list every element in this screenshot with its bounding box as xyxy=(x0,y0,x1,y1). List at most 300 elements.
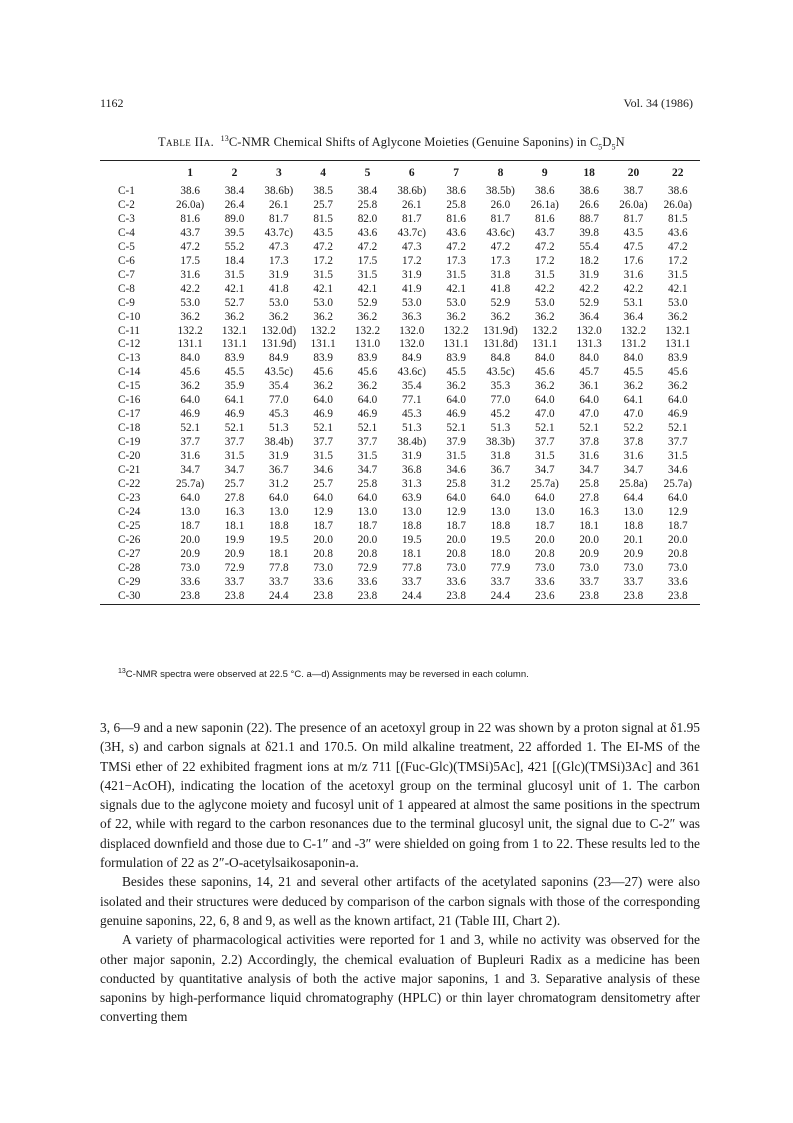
row-label: C-24 xyxy=(118,505,141,518)
table-row xyxy=(100,311,700,325)
table-cell: 17.2 xyxy=(535,254,555,267)
table-cell: 64.0 xyxy=(357,491,378,504)
table-cell: 33.6 xyxy=(313,575,333,588)
table-cell: 73.0 xyxy=(313,561,333,574)
table-cell: 31.5 xyxy=(313,268,333,281)
table-cell: 132.0d) xyxy=(261,324,297,337)
table-cell: 72.9 xyxy=(224,561,245,574)
table-cell: 73.0 xyxy=(180,561,200,574)
table-cell: 26.4 xyxy=(224,198,245,211)
table-row xyxy=(100,492,700,506)
table-cell: 13.0 xyxy=(402,505,422,518)
column-header-compound: 4 xyxy=(320,167,327,179)
table-cell: 36.2 xyxy=(623,380,644,393)
row-label: C-28 xyxy=(118,561,141,574)
table-row xyxy=(100,213,700,227)
table-cell: 19.5 xyxy=(269,533,289,546)
table-cell: 19.5 xyxy=(490,533,511,546)
table-cell: 33.6 xyxy=(180,575,200,588)
row-label: C-13 xyxy=(118,352,141,365)
table-cell: 31.5 xyxy=(446,450,466,463)
table-cell: 23.8 xyxy=(446,589,466,602)
table-cell: 36.2 xyxy=(446,310,466,323)
table-cell: 25.7 xyxy=(224,478,245,491)
row-label: C-30 xyxy=(118,589,141,602)
table-cell: 38.6b) xyxy=(397,185,427,197)
table-row xyxy=(100,352,700,366)
table-cell: 37.8 xyxy=(579,436,599,449)
table-cell: 64.0 xyxy=(446,491,466,504)
table-cell: 38.6 xyxy=(668,185,688,197)
table-caption: Table IIa. $^{13}$C-NMR Chemical Shifts of Aglycone Moieties (Genuine Saponins) in $C_5D_5N$ xyxy=(158,134,625,152)
table-cell: 81.7 xyxy=(490,212,511,225)
table-cell: 25.8 xyxy=(446,198,466,211)
table-cell: 12.9 xyxy=(446,505,466,518)
table-cell: 33.6 xyxy=(668,575,688,588)
table-cell: 31.6 xyxy=(623,268,644,281)
table-bottom-rule xyxy=(100,604,700,605)
table-cell: 38.6b) xyxy=(264,185,294,197)
table-cell: 31.9 xyxy=(402,268,422,281)
table-cell: 45.5 xyxy=(446,366,466,379)
table-cell: 81.6 xyxy=(180,212,200,225)
table-cell: 83.9 xyxy=(357,352,378,365)
table-cell: 20.9 xyxy=(579,547,599,560)
table-row xyxy=(100,366,700,380)
table-cell: 43.7c) xyxy=(264,226,293,239)
table-cell: 41.8 xyxy=(269,282,289,295)
table-cell: 81.7 xyxy=(623,212,644,225)
table-cell: 84.0 xyxy=(579,352,599,365)
table-cell: 36.2 xyxy=(313,310,333,323)
nmr-shift-table xyxy=(100,161,700,604)
table-cell: 132.2 xyxy=(532,324,558,337)
table-cell: 18.0 xyxy=(490,547,511,560)
table-cell: 25.8 xyxy=(579,478,599,491)
table-cell: 18.1 xyxy=(224,519,245,532)
table-cell: 83.9 xyxy=(313,352,333,365)
table-cell: 20.0 xyxy=(446,533,466,546)
row-label: C-27 xyxy=(118,547,141,560)
table-cell: 43.6 xyxy=(357,226,378,239)
table-cell: 47.2 xyxy=(313,240,333,253)
table-cell: 25.7a) xyxy=(663,478,692,491)
table-cell: 33.7 xyxy=(490,575,511,588)
table-cell: 38.4b) xyxy=(264,436,294,449)
table-cell: 64.0 xyxy=(180,394,200,407)
table-cell: 83.9 xyxy=(224,352,245,365)
table-cell: 84.9 xyxy=(269,352,289,365)
row-label: C-15 xyxy=(118,380,141,393)
table-cell: 47.2 xyxy=(535,240,555,253)
table-cell: 36.2 xyxy=(180,380,200,393)
table-cell: 51.3 xyxy=(402,422,422,435)
table-cell: 31.5 xyxy=(357,450,378,463)
table-cell: 20.0 xyxy=(313,533,333,546)
table-row xyxy=(100,422,700,436)
table-cell: 27.8 xyxy=(579,491,599,504)
table-cell: 17.3 xyxy=(269,254,289,267)
table-row xyxy=(100,408,700,422)
table-cell: 20.0 xyxy=(357,533,378,546)
column-header-compound: 1 xyxy=(187,167,194,179)
table-cell: 64.0 xyxy=(535,491,555,504)
table-cell: 53.0 xyxy=(269,296,289,309)
table-cell: 84.0 xyxy=(180,352,200,365)
column-header-compound: 6 xyxy=(408,167,415,179)
table-cell: 36.3 xyxy=(402,310,422,323)
table-row xyxy=(100,338,700,352)
table-cell: 64.0 xyxy=(313,394,333,407)
table-cell: 52.1 xyxy=(535,422,555,435)
table-cell: 31.2 xyxy=(490,478,511,491)
table-cell: 24.4 xyxy=(269,589,289,602)
table-cell: 45.5 xyxy=(224,366,245,379)
table-cell: 36.7 xyxy=(490,464,511,477)
table-cell: 131.9d) xyxy=(261,338,297,351)
table-cell: 34.6 xyxy=(668,464,688,477)
table-cell: 23.8 xyxy=(224,589,245,602)
table-cell: 47.2 xyxy=(180,240,200,253)
table-cell: 45.3 xyxy=(269,408,289,421)
table-cell: 131.2 xyxy=(620,338,647,351)
table-cell: 64.1 xyxy=(224,394,245,407)
paragraph: Besides these saponins, 14, 21 and several other artifacts of the acetylated saponins (23—27) were also isolated and their structures were deduced by comparison of the carbon signals with those of the corresponding genuine saponins, 22, 6, 8 and 9, as well as the known artifact, 21 (Table III, Chart 2). xyxy=(100,874,700,928)
table-cell: 132.2 xyxy=(354,324,381,337)
table-cell: 33.7 xyxy=(269,575,289,588)
table-cell: 16.3 xyxy=(579,505,599,518)
table-row xyxy=(100,562,700,576)
table-cell: 31.8 xyxy=(490,450,511,463)
table-cell: 132.2 xyxy=(177,324,203,337)
table-cell: 37.8 xyxy=(623,436,644,449)
table-cell: 64.0 xyxy=(269,491,289,504)
table-row xyxy=(100,241,700,255)
table-cell: 55.4 xyxy=(579,240,599,253)
table-cell: 42.2 xyxy=(535,282,555,295)
table-cell: 45.7 xyxy=(579,366,599,379)
table-cell: 52.1 xyxy=(579,422,599,435)
table-cell: 73.0 xyxy=(668,561,688,574)
row-label: C-7 xyxy=(118,268,135,281)
row-label: C-16 xyxy=(118,394,141,407)
table-cell: 47.2 xyxy=(446,240,466,253)
row-label: C-10 xyxy=(118,310,141,323)
table-cell: 38.6 xyxy=(579,185,599,197)
table-cell: 17.5 xyxy=(180,254,200,267)
table-cell: 64.0 xyxy=(446,394,466,407)
table-cell: 20.0 xyxy=(579,533,599,546)
table-cell: 31.2 xyxy=(269,478,289,491)
table-cell: 35.4 xyxy=(402,380,422,393)
table-cell: 64.0 xyxy=(535,394,555,407)
table-cell: 31.5 xyxy=(668,268,688,281)
table-cell: 45.6 xyxy=(180,366,200,379)
table-cell: 13.0 xyxy=(269,505,289,518)
table-cell: 77.0 xyxy=(490,394,511,407)
table-cell: 42.1 xyxy=(668,282,688,295)
table-cell: 18.1 xyxy=(402,547,422,560)
table-cell: 37.9 xyxy=(446,436,466,449)
table-cell: 33.7 xyxy=(579,575,599,588)
table-cell: 19.9 xyxy=(224,533,245,546)
table-cell: 34.7 xyxy=(180,464,200,477)
table-cell: 18.7 xyxy=(357,519,378,532)
table-cell: 38.3b) xyxy=(486,436,515,449)
row-label: C-3 xyxy=(118,212,135,225)
column-header-compound: 20 xyxy=(627,167,640,179)
table-cell: 36.4 xyxy=(579,310,599,323)
table-cell: 17.2 xyxy=(402,254,422,267)
table-row xyxy=(100,269,700,283)
table-cell: 34.6 xyxy=(446,464,466,477)
row-label: C-26 xyxy=(118,533,141,546)
table-cell: 45.6 xyxy=(357,366,378,379)
table-cell: 26.1 xyxy=(402,198,422,211)
table-cell: 77.0 xyxy=(269,394,289,407)
table-cell: 45.2 xyxy=(490,408,511,421)
table-cell: 24.4 xyxy=(490,589,511,602)
table-cell: 37.7 xyxy=(535,436,555,449)
table-cell: 132.1 xyxy=(665,324,691,337)
table-cell: 53.0 xyxy=(313,296,333,309)
table-cell: 20.9 xyxy=(224,547,245,560)
table-cell: 19.5 xyxy=(402,533,422,546)
table-cell: 18.8 xyxy=(402,519,422,532)
table-cell: 33.6 xyxy=(535,575,555,588)
table-cell: 38.4 xyxy=(224,185,245,197)
table-cell: 132.1 xyxy=(221,324,248,337)
row-label: C-11 xyxy=(118,324,140,337)
table-cell: 52.9 xyxy=(490,296,511,309)
table-cell: 64.0 xyxy=(668,491,688,504)
table-cell: 26.0a) xyxy=(619,198,648,211)
table-cell: 25.8a) xyxy=(619,478,648,491)
table-cell: 26.1a) xyxy=(530,198,559,211)
nmr-table-wrap xyxy=(100,160,700,605)
paragraph: 3, 6—9 and a new saponin (22). The presence of an acetoxyl group in 22 was shown by a proton signal at δ1.95 (3H, s) and carbon signals at δ21.1 and 170.5. On mild alkaline treatment, 22 afforded 1. The EI-MS of the TMSi ether of 22 exhibited fragment ions at m/z 711 [(Fuc-Glc)(TMSi)5Ac], 421 [(Glc)(TMSi)3Ac] and 361 (421−AcOH), indicating the location of the acetoxyl group on the terminal glucosyl unit of 1. The carbon signals due to the aglycone moiety and fucosyl unit of 1 appeared at almost the same positions in the spectrum of 22, while with regard to the carbon resonances due to the terminal glucosyl unit, the signal due to C-2″ was displaced downfield and those due to C-1″ and -3″ were shielded on going from 1 to 22. These results led to the formulation of 22 as 2″-O-acetylsaikosaponin-a. xyxy=(100,720,700,871)
table-cell: 37.7 xyxy=(224,436,245,449)
table-header-row xyxy=(100,161,700,185)
table-cell: 17.3 xyxy=(490,254,511,267)
table-cell: 20.0 xyxy=(180,533,200,546)
table-cell: 38.6 xyxy=(180,185,200,197)
column-header-compound: 2 xyxy=(231,167,238,179)
table-cell: 31.5 xyxy=(357,268,378,281)
table-cell: 132.0 xyxy=(576,324,602,337)
table-cell: 25.8 xyxy=(357,478,378,491)
table-cell: 38.6 xyxy=(535,185,555,197)
table-cell: 26.0 xyxy=(490,198,511,211)
table-cell: 132.0 xyxy=(399,338,425,351)
row-label: C-18 xyxy=(118,422,141,435)
table-cell: 36.2 xyxy=(357,380,378,393)
table-cell: 20.9 xyxy=(180,547,200,560)
table-cell: 84.0 xyxy=(535,352,555,365)
table-row xyxy=(100,394,700,408)
table-cell: 81.6 xyxy=(446,212,466,225)
table-cell: 35.3 xyxy=(490,380,511,393)
table-cell: 25.7 xyxy=(313,198,333,211)
table-cell: 77.8 xyxy=(269,561,289,574)
table-cell: 33.6 xyxy=(357,575,378,588)
table-cell: 31.6 xyxy=(623,450,644,463)
table-cell: 47.5 xyxy=(623,240,644,253)
table-cell: 18.7 xyxy=(535,519,555,532)
table-cell: 41.9 xyxy=(402,282,422,295)
table-cell: 36.8 xyxy=(402,464,422,477)
table-cell: 18.8 xyxy=(269,519,289,532)
table-cell: 34.7 xyxy=(535,464,555,477)
table-cell: 31.5 xyxy=(535,268,555,281)
table-cell: 18.2 xyxy=(579,254,599,267)
table-cell: 31.9 xyxy=(579,268,599,281)
table-cell: 31.8 xyxy=(490,268,511,281)
table-cell: 77.1 xyxy=(402,394,422,407)
table-cell: 31.5 xyxy=(224,268,245,281)
table-cell: 52.1 xyxy=(313,422,333,435)
table-cell: 46.9 xyxy=(313,408,333,421)
table-cell: 20.1 xyxy=(623,533,644,546)
table-cell: 73.0 xyxy=(579,561,599,574)
table-cell: 42.1 xyxy=(446,282,466,295)
table-cell: 52.1 xyxy=(357,422,378,435)
row-label: C-5 xyxy=(118,240,135,253)
table-body xyxy=(100,185,700,604)
table-cell: 81.5 xyxy=(668,212,688,225)
row-label: C-2 xyxy=(118,198,135,211)
row-label: C-17 xyxy=(118,408,141,421)
table-cell: 132.2 xyxy=(310,324,336,337)
table-cell: 34.7 xyxy=(357,464,378,477)
table-cell: 23.8 xyxy=(668,589,688,602)
table-cell: 13.0 xyxy=(357,505,378,518)
row-label: C-25 xyxy=(118,519,141,532)
table-cell: 64.0 xyxy=(313,491,333,504)
table-row xyxy=(100,380,700,394)
row-label: C-23 xyxy=(118,491,141,504)
table-cell: 37.7 xyxy=(313,436,333,449)
row-label: C-6 xyxy=(118,254,135,267)
table-cell: 53.0 xyxy=(402,296,422,309)
row-label: C-20 xyxy=(118,450,141,463)
table-row xyxy=(100,227,700,241)
table-cell: 47.3 xyxy=(402,240,422,253)
table-cell: 82.0 xyxy=(357,212,378,225)
table-cell: 53.0 xyxy=(446,296,466,309)
table-cell: 83.9 xyxy=(668,352,688,365)
table-cell: 31.5 xyxy=(224,450,245,463)
table-cell: 26.6 xyxy=(579,198,599,211)
table-cell: 31.6 xyxy=(180,268,200,281)
table-cell: 41.8 xyxy=(490,282,511,295)
table-cell: 34.7 xyxy=(224,464,245,477)
table-cell: 131.1 xyxy=(310,338,336,351)
body-text xyxy=(100,718,700,1027)
table-row xyxy=(100,199,700,213)
table-cell: 31.6 xyxy=(579,450,599,463)
table-cell: 84.0 xyxy=(623,352,644,365)
table-cell: 38.4 xyxy=(357,185,378,197)
table-cell: 25.7 xyxy=(313,478,333,491)
table-row xyxy=(100,590,700,604)
table-cell: 52.9 xyxy=(357,296,378,309)
table-cell: 81.6 xyxy=(535,212,555,225)
row-label: C-19 xyxy=(118,436,141,449)
table-cell: 39.5 xyxy=(224,226,245,239)
table-cell: 53.0 xyxy=(535,296,555,309)
table-cell: 27.8 xyxy=(224,491,245,504)
table-cell: 53.0 xyxy=(180,296,200,309)
table-cell: 34.7 xyxy=(623,464,644,477)
table-cell: 12.9 xyxy=(313,505,333,518)
table-cell: 43.5 xyxy=(313,226,333,239)
row-label: C-1 xyxy=(118,185,135,197)
table-cell: 18.8 xyxy=(490,519,511,532)
table-cell: 20.8 xyxy=(535,547,555,560)
table-cell: 77.9 xyxy=(490,561,511,574)
table-row xyxy=(100,534,700,548)
table-cell: 23.8 xyxy=(180,589,200,602)
table-cell: 42.2 xyxy=(180,282,200,295)
table-row xyxy=(100,436,700,450)
table-cell: 12.9 xyxy=(668,505,688,518)
table-cell: 45.6 xyxy=(313,366,333,379)
table-cell: 43.5 xyxy=(623,226,644,239)
table-cell: 36.2 xyxy=(313,380,333,393)
table-cell: 13.0 xyxy=(623,505,644,518)
table-cell: 36.2 xyxy=(668,310,688,323)
table-cell: 47.2 xyxy=(357,240,378,253)
table-cell: 64.0 xyxy=(490,491,511,504)
table-cell: 31.5 xyxy=(535,450,555,463)
table-cell: 31.3 xyxy=(402,478,422,491)
table-cell: 33.7 xyxy=(224,575,245,588)
table-cell: 131.1 xyxy=(443,338,469,351)
table-cell: 64.4 xyxy=(623,491,644,504)
table-cell: 24.4 xyxy=(402,589,422,602)
column-header-compound: 8 xyxy=(497,167,504,179)
table-cell: 131.1 xyxy=(532,338,558,351)
table-cell: 26.0a) xyxy=(663,198,692,211)
table-cell: 47.3 xyxy=(269,240,289,253)
row-label: C-22 xyxy=(118,478,141,491)
table-cell: 20.8 xyxy=(446,547,466,560)
row-label: C-12 xyxy=(118,338,141,351)
table-cell: 43.7 xyxy=(180,226,200,239)
table-row xyxy=(100,478,700,492)
table-row xyxy=(100,297,700,311)
table-cell: 73.0 xyxy=(446,561,466,574)
table-cell: 20.8 xyxy=(357,547,378,560)
table-row xyxy=(100,450,700,464)
table-cell: 88.7 xyxy=(579,212,599,225)
table-cell: 131.8d) xyxy=(483,338,518,351)
table-cell: 42.1 xyxy=(357,282,378,295)
table-cell: 43.5c) xyxy=(486,366,515,379)
table-cell: 47.0 xyxy=(579,408,599,421)
table-cell: 37.7 xyxy=(357,436,378,449)
table-cell: 55.2 xyxy=(224,240,245,253)
page-header xyxy=(100,96,693,111)
table-cell: 36.2 xyxy=(180,310,200,323)
table-cell: 84.9 xyxy=(402,352,422,365)
table-cell: 83.9 xyxy=(446,352,466,365)
table-cell: 77.8 xyxy=(402,561,422,574)
table-row xyxy=(100,325,700,339)
table-cell: 17.3 xyxy=(446,254,466,267)
table-cell: 46.9 xyxy=(668,408,688,421)
